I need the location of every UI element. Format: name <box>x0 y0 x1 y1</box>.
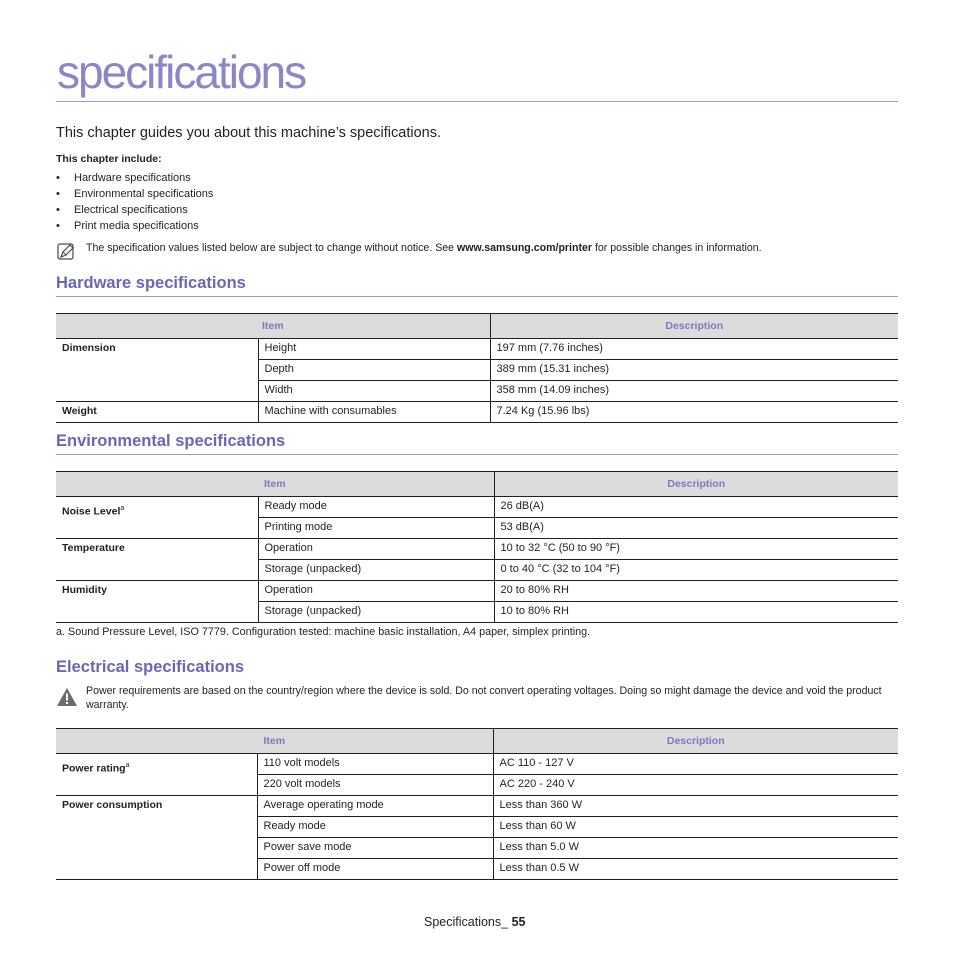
table-row: Width 358 mm (14.09 inches) <box>56 381 898 402</box>
column-header-item: Item <box>56 314 490 339</box>
table-row: Power rating$^a$ 110 volt models AC 110 - 127 V <box>56 754 898 775</box>
list-item: • Environmental specifications <box>56 188 214 200</box>
title-divider <box>56 101 898 102</box>
table-row: Power save mode Less than 5.0 W <box>56 838 898 859</box>
include-label: This chapter include: <box>56 153 162 165</box>
table-row: Power consumption Average operating mode Less than 360 W <box>56 796 898 817</box>
table-row: Noise Level$^a$ Ready mode 26 dB(A) <box>56 497 898 518</box>
table-row: Ready mode Less than 60 W <box>56 817 898 838</box>
page-number: 55 <box>511 915 526 929</box>
list-item: • Electrical specifications <box>56 204 188 216</box>
hardware-divider <box>56 296 898 297</box>
hardware-section-title: Hardware specifications <box>56 274 246 292</box>
table-row: Storage (unpacked) 10 to 80% RH <box>56 602 898 623</box>
column-header-description: Description <box>494 472 898 497</box>
page-title: specifications <box>57 46 306 98</box>
table-row: Depth 389 mm (15.31 inches) <box>56 360 898 381</box>
hardware-table <box>56 313 898 423</box>
note-text: The specification values listed below are subject to change without notice. See www.samsung.com/printer for possible changes in information. <box>86 242 762 254</box>
environmental-footnote: a. Sound Pressure Level, ISO 7779. Configuration tested: machine basic installation, A4 paper, simplex printing. <box>56 626 591 638</box>
table-row: Temperature Operation 10 to 32 °C (50 to 90 °F) <box>56 539 898 560</box>
electrical-section-title: Electrical specifications <box>56 658 245 676</box>
column-header-item: Item <box>56 729 493 754</box>
chapter-intro: This chapter guides you about this machine’s specifications. <box>56 125 442 141</box>
electrical-warning-text: Power requirements are based on the country/region where the device is sold. Do not convert operating voltages. Doing so might damage the device and void the product warranty. <box>86 685 882 711</box>
table-row: Printing mode 53 dB(A) <box>56 518 898 539</box>
samsung-link[interactable]: www.samsung.com/printer <box>457 242 592 254</box>
list-item: • Print media specifications <box>56 220 199 232</box>
chapter-contents-list <box>56 170 213 234</box>
environmental-section-title: Environmental specifications <box>56 432 286 450</box>
table-row: Power off mode Less than 0.5 W <box>56 859 898 880</box>
table-row: Weight Machine with consumables 7.24 Kg (15.96 lbs) <box>56 402 898 423</box>
column-header-description: Description <box>493 729 898 754</box>
environmental-divider <box>56 454 898 455</box>
table-row: Humidity Operation 20 to 80% RH <box>56 581 898 602</box>
table-row: 220 volt models AC 220 - 240 V <box>56 775 898 796</box>
table-row: Storage (unpacked) 0 to 40 °C (32 to 104 °F) <box>56 560 898 581</box>
table-row: Dimension Height 197 mm (7.76 inches) <box>56 339 898 360</box>
column-header-description: Description <box>490 314 898 339</box>
column-header-item: Item <box>56 472 494 497</box>
electrical-table <box>56 728 898 880</box>
page-footer: Specifications_ 55 <box>424 915 526 929</box>
note-pencil-icon <box>57 243 75 261</box>
list-item: • Hardware specifications <box>56 172 191 184</box>
warning-triangle-icon <box>56 687 78 707</box>
environmental-table <box>56 471 898 623</box>
